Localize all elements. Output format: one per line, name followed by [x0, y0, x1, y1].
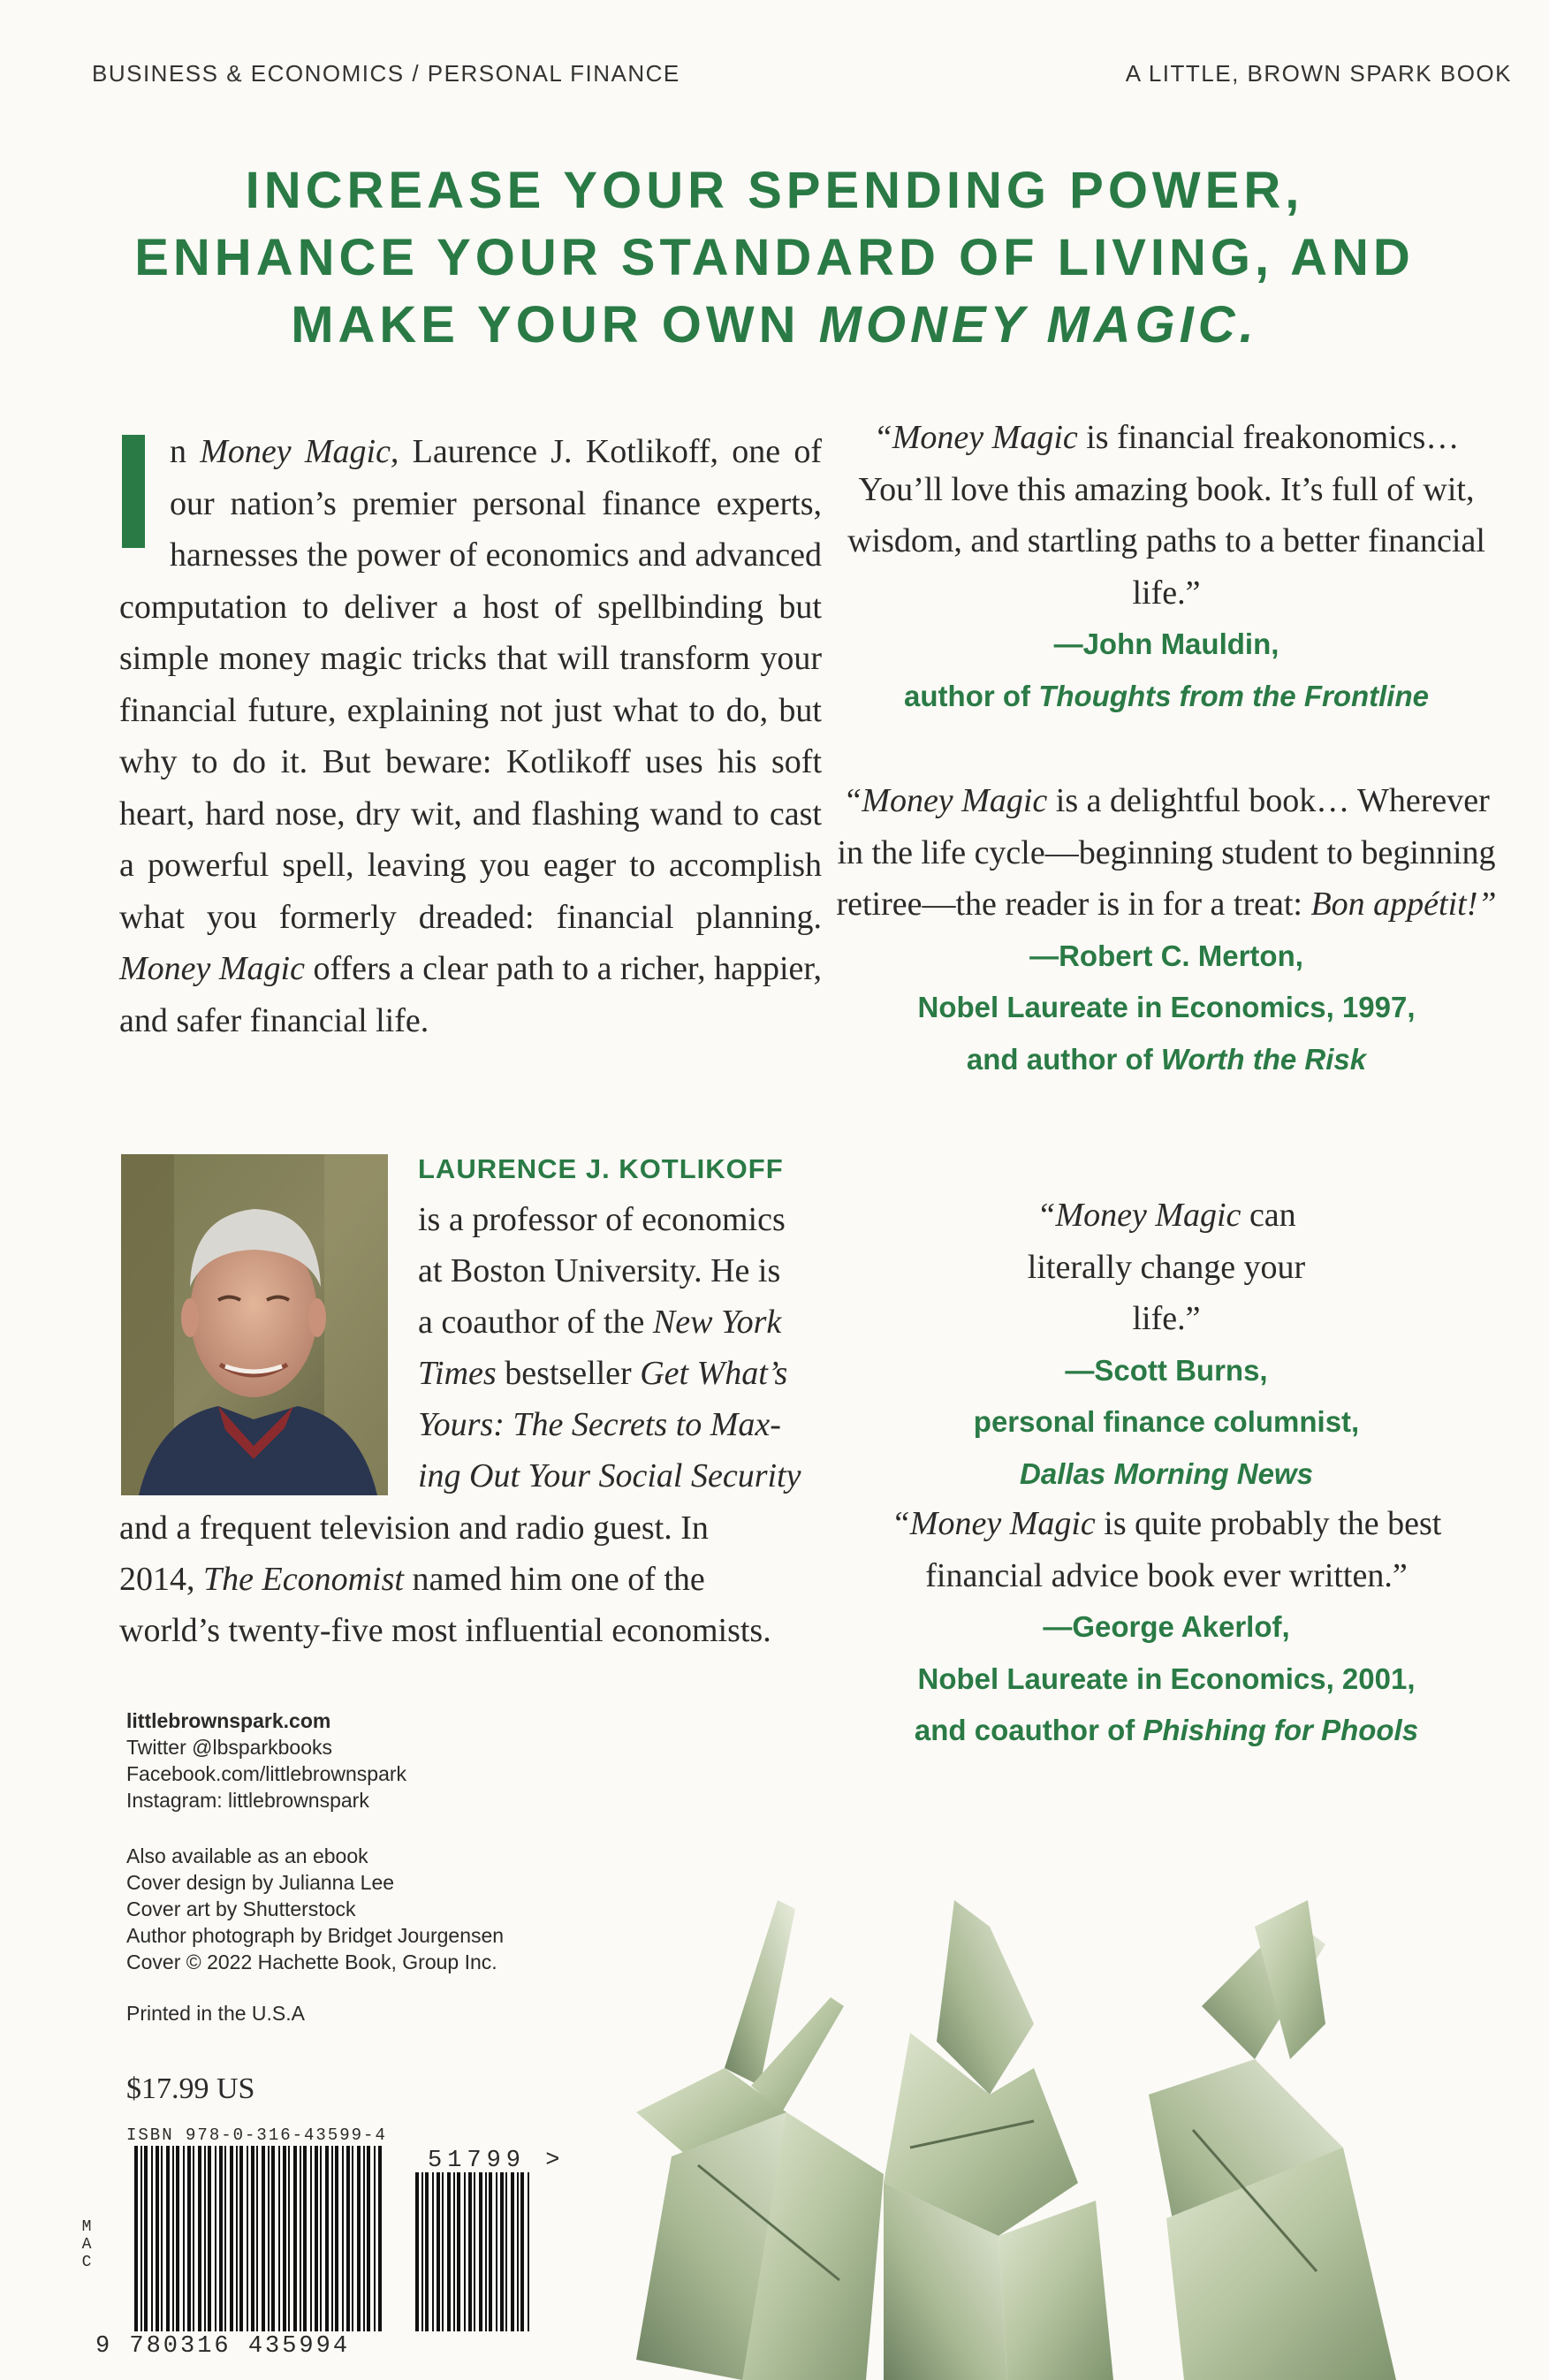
barcode-bar — [352, 2146, 353, 2331]
barcode-bar — [442, 2172, 444, 2331]
barcode-bar — [236, 2146, 238, 2331]
quote-block-3 — [831, 1190, 1502, 1500]
price-barcode — [412, 2172, 535, 2331]
quote-author-work: Thoughts from the Frontline — [1038, 679, 1429, 712]
barcode-bar — [378, 2146, 382, 2331]
blurb-title-2: Money Magic — [119, 950, 305, 987]
bio-title: The Economist — [203, 1561, 404, 1598]
barcode-bar — [489, 2172, 492, 2331]
quote-text — [831, 775, 1502, 931]
rabbit-3 — [1149, 1900, 1396, 2380]
barcode-bar — [415, 2172, 419, 2331]
quote-body: can literally change your life.” — [1027, 1197, 1306, 1337]
barcode-bar — [325, 2146, 329, 2331]
quote-author-detail — [831, 1449, 1502, 1501]
barcode-bar — [288, 2146, 290, 2331]
barcode-bar — [485, 2172, 487, 2331]
quote-text — [831, 1498, 1502, 1601]
barcode-bar — [479, 2172, 482, 2331]
barcode-bar — [278, 2146, 280, 2331]
barcode-bar — [215, 2146, 216, 2331]
barcode-bar — [374, 2146, 376, 2331]
instagram-link[interactable]: Instagram: littlebrownspark — [126, 1789, 369, 1812]
barcode-bar — [156, 2146, 159, 2331]
barcode-bar — [342, 2146, 344, 2331]
quote-text — [831, 412, 1502, 619]
quote-author-detail: Nobel Laureate in Economics, 2001, — [917, 1661, 1416, 1695]
barcode-bar — [144, 2146, 148, 2331]
barcode-bar — [320, 2146, 322, 2331]
barcode-bar — [183, 2146, 185, 2331]
bio-title: Yours: The Secrets to Max- — [418, 1406, 781, 1443]
bio-line — [119, 1554, 822, 1605]
barcode-bar — [517, 2172, 519, 2331]
barcode-bar — [363, 2146, 365, 2331]
barcode-bar — [256, 2146, 258, 2331]
barcode-bar — [187, 2146, 191, 2331]
barcode-bar — [247, 2146, 248, 2331]
barcode-bar — [193, 2146, 194, 2331]
quote-author: —George Akerlof, — [1043, 1610, 1290, 1643]
quote-author-detail — [831, 671, 1502, 723]
barcode-bar — [346, 2146, 350, 2331]
quote-body: is quite probably the best financial advice book ever written.” — [925, 1505, 1442, 1594]
addon-number: 51799 > — [428, 2148, 566, 2174]
barcode-bar — [134, 2146, 138, 2331]
barcode-bar — [468, 2172, 472, 2331]
quote-author-detail: personal finance columnist, — [973, 1405, 1360, 1438]
bio-title: Get What’s — [640, 1355, 788, 1392]
bio-line: is a professor of economics — [418, 1201, 786, 1238]
quote-author-detail: Nobel Laureate in Economics, 1997, — [917, 991, 1416, 1023]
quote-author-detail — [831, 1034, 1502, 1086]
social-links — [126, 1707, 406, 1814]
quote-block-4 — [831, 1498, 1502, 1757]
bio-line: world’s twenty-five most influential economists. — [119, 1612, 771, 1649]
barcode-bar — [262, 2146, 265, 2331]
bio-line — [418, 1348, 824, 1399]
barcode-bar — [425, 2172, 429, 2331]
barcode-bar — [268, 2146, 270, 2331]
quote-block-1 — [831, 412, 1502, 722]
drop-cap-bar — [122, 435, 145, 548]
quote-emphasis: Bon appétit!” — [1310, 886, 1497, 923]
barcode-bar — [208, 2146, 211, 2331]
blurb-text-1: n — [170, 433, 201, 470]
twitter-link[interactable]: Twitter @lbsparkbooks — [126, 1736, 332, 1759]
barcode-bar — [140, 2146, 142, 2331]
price: $17.99 US — [126, 2072, 255, 2105]
quote-body: is a delightful book… Wherever in the life cycle—beginning student to beginning retiree—the reader is in for a treat: — [836, 782, 1496, 923]
facebook-link[interactable]: Facebook.com/littlebrownspark — [126, 1762, 407, 1785]
barcode-bar — [176, 2146, 179, 2331]
bio-title: New York — [652, 1304, 782, 1341]
category-label: BUSINESS & ECONOMICS / PERSONAL FINANCE — [92, 60, 680, 87]
barcode-bar — [271, 2146, 275, 2331]
rabbit-1 — [636, 1900, 884, 2380]
quote-block-2 — [831, 775, 1502, 1085]
bio-line — [418, 1399, 824, 1450]
barcode-bar — [511, 2172, 514, 2331]
printed-in: Printed in the U.S.A — [126, 2002, 305, 2025]
side-code: M A C — [81, 2218, 92, 2271]
bio-title: ing Out Your Social Security — [418, 1457, 801, 1494]
quote-author-detail — [831, 1705, 1502, 1757]
barcode-bar — [293, 2146, 297, 2331]
bio-text: bestseller — [496, 1355, 641, 1392]
barcode-bar — [520, 2172, 524, 2331]
bio-text: named him one of the — [403, 1561, 705, 1598]
barcode-bar — [198, 2146, 201, 2331]
quote-author-work: Dallas Morning News — [1020, 1456, 1313, 1490]
quote-author-work: Worth the Risk — [1160, 1042, 1367, 1076]
quote-author: —Scott Burns, — [1065, 1353, 1268, 1387]
headline-line-2: ENHANCE YOUR STANDARD OF LIVING, AND — [134, 229, 1415, 286]
bio-line — [418, 1296, 824, 1348]
quote-author-work: Phishing for Phools — [1143, 1714, 1419, 1746]
quote-author: —Robert C. Merton, — [1029, 939, 1303, 972]
headline-line-1: INCREASE YOUR SPENDING POWER, — [245, 162, 1304, 219]
barcode-bar — [251, 2146, 254, 2331]
quote-title: “Money Magic — [1036, 1197, 1241, 1234]
blurb-text-3: offers a clear path to a richer, happier, and safer financial life. — [119, 950, 822, 1039]
barcode-bar — [315, 2146, 318, 2331]
barcode-bar — [335, 2146, 338, 2331]
barcode-bar — [310, 2146, 312, 2331]
ebook-note: Also available as an ebook — [126, 1844, 368, 1867]
bio-text: a coauthor of the — [418, 1304, 653, 1341]
barcode-bar — [204, 2146, 206, 2331]
book-description — [119, 426, 822, 1046]
barcode-bar — [500, 2172, 504, 2331]
blurb-title-1: Money Magic, — [200, 433, 399, 470]
quote-text — [831, 1190, 1502, 1345]
barcode-bar — [239, 2146, 243, 2331]
barcode-number: 9 780316 435994 — [95, 2333, 351, 2360]
barcode-bar — [457, 2172, 460, 2331]
copyright-notice: Cover © 2022 Hachette Book, Group Inc. — [126, 1950, 497, 1973]
barcode-bar — [474, 2172, 475, 2331]
rabbit-2 — [884, 1900, 1113, 2380]
quote-title: “Money Magic — [843, 782, 1048, 819]
barcode-bar — [367, 2146, 370, 2331]
headline — [0, 157, 1549, 359]
barcode-bar — [219, 2146, 223, 2331]
bio-title: Times — [418, 1355, 497, 1392]
headline-line-3 — [0, 292, 1549, 359]
barcode-bar — [151, 2146, 153, 2331]
origami-rabbits-illustration — [619, 1865, 1549, 2380]
headline-line-3-prefix: MAKE YOUR OWN — [291, 296, 819, 354]
quote-author-detail-text: author of — [904, 679, 1039, 712]
blurb-text-2: Laurence J. Kotlikoff, one of our nation’s premier personal finance experts, harnesses the power of economics and advanced computation to deliver a host of spellbinding but simple money magic tricks that will transform your financial future, explaining not just what to do, but why to do it. But beware: Kotlikoff uses his soft heart, hard nose, dry wit, and flashing wand to cast a powerful spell, leaving you eager to accomplish what you formerly dreaded: financial planning. — [119, 433, 822, 936]
quote-title: “Money Magic — [873, 419, 1078, 456]
barcode-bar — [505, 2172, 507, 2331]
quote-title: “Money Magic — [891, 1505, 1096, 1542]
barcode-bar — [437, 2172, 440, 2331]
author-name: LAURENCE J. KOTLIKOFF — [418, 1153, 784, 1184]
barcode-bar — [432, 2172, 434, 2331]
barcode-bar — [166, 2146, 170, 2331]
isbn-barcode — [131, 2146, 387, 2331]
barcode-bar — [453, 2172, 455, 2331]
barcode-bar — [172, 2146, 174, 2331]
quote-author: —John Mauldin, — [1053, 627, 1279, 660]
author-photo-credit: Author photograph by Bridget Jourgensen — [126, 1924, 505, 1947]
barcode-bar — [331, 2146, 333, 2331]
barcode-bar — [303, 2146, 307, 2331]
author-photo — [121, 1154, 388, 1495]
barcode-bar — [300, 2146, 301, 2331]
barcode-bar — [496, 2172, 497, 2331]
quote-body: is financial freakonomics… You’ll love this amazing book. It’s full of wit, wisdom, and startling paths to a better financial life.” — [847, 419, 1485, 612]
barcode-bar — [161, 2146, 163, 2331]
website-link[interactable]: littlebrownspark.com — [126, 1709, 331, 1732]
author-bio-continued — [119, 1502, 822, 1656]
cover-design-credit: Cover design by Julianna Lee — [126, 1871, 395, 1894]
barcode-bar — [447, 2172, 451, 2331]
bio-line: and a frequent television and radio guest. In — [119, 1509, 709, 1547]
author-bio — [418, 1194, 824, 1502]
barcode-bar — [224, 2146, 226, 2331]
publisher-label: A LITTLE, BROWN SPARK BOOK — [1125, 60, 1512, 87]
barcode-bar — [357, 2146, 361, 2331]
bio-text: 2014, — [119, 1561, 203, 1598]
isbn: ISBN 978-0-316-43599-4 — [126, 2125, 387, 2145]
cover-art-credit: Cover art by Shutterstock — [126, 1897, 356, 1920]
bio-line — [418, 1450, 824, 1502]
bio-line: at Boston University. He is — [418, 1252, 781, 1289]
barcode-bar — [464, 2172, 466, 2331]
barcode-bar — [283, 2146, 286, 2331]
headline-title: MONEY MAGIC. — [818, 296, 1258, 354]
barcode-bar — [230, 2146, 233, 2331]
quote-author-detail-text: and coauthor of — [914, 1714, 1143, 1746]
barcode-bar — [421, 2172, 423, 2331]
credits — [126, 1843, 504, 1975]
quote-author-detail-text: and author of — [966, 1042, 1161, 1076]
barcode-bar — [528, 2172, 529, 2331]
